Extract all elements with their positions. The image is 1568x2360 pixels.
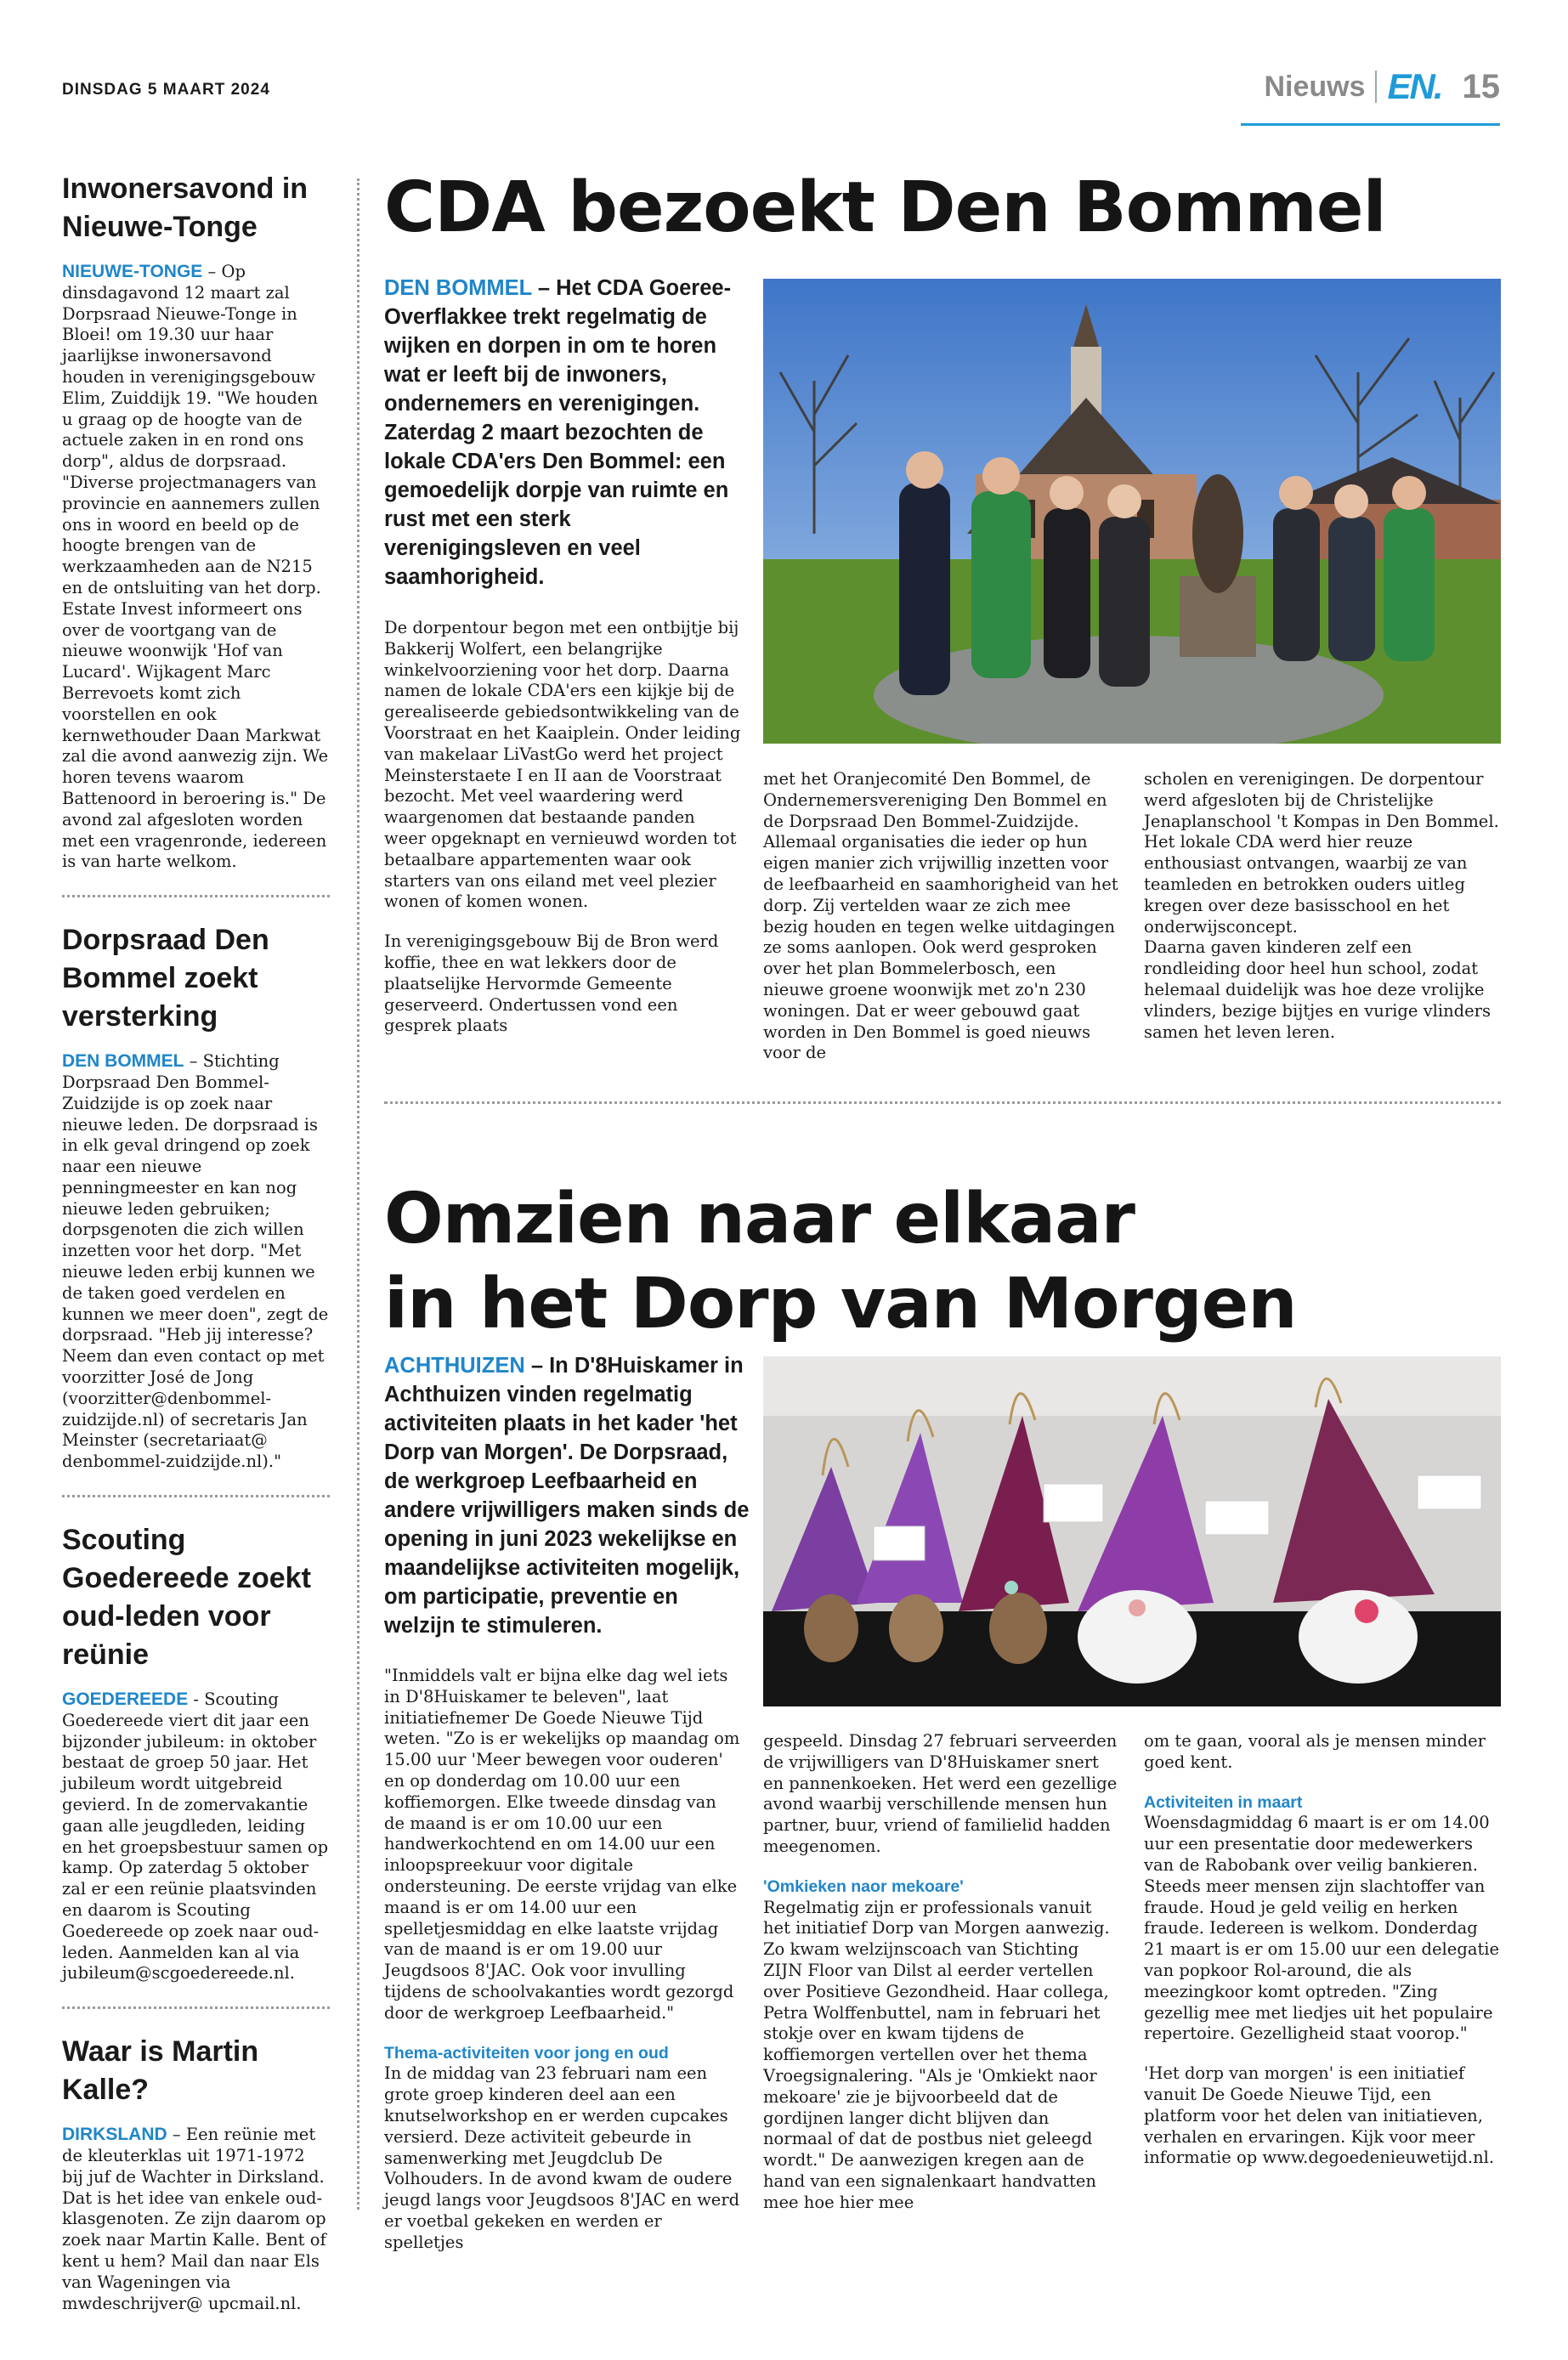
sidebar [62,170,330,2360]
paragraph: met het Oranjecomité Den Bommel, de Ondernemersvereniging Den Bommel en de Dorpsraad Den Bommel-Zuidzijde. Allemaal organisaties die ieder op hun eigen manier zich vrijwillig inzetten voor de leefbaarheid en saamhorigheid van het dorp. Zij vertelden waar ze zich mee bezig houden en tegen welke uitdagingen ze soms aanlopen. Ook werd gesproken over het plan Bommelerbosch, een nieuwe groene woonwijk met zo'n 230 woningen. Dat er weer gebouwd gaat worden in Den Bommel is goed nieuws voor de [763,769,1118,1063]
sidebar-article-text: Scouting Goedereede viert dit jaar een bijzonder jubileum: in oktober bestaat de groep 50 jaar. Het jubileum wordt uitgebreid gevierd. In de zomervakantie gaan alle jeugdleden, leiding en het groepsbestuur samen op kamp. Op zaterdag 5 oktober zal er een reünie plaatsvinden en daarom is Scouting Goedereede op zoek naar oud-leden. Aanmelden kan al via jubileum@scgoedereede.nl. [62,1689,329,1984]
page-number: 15 [1462,67,1500,105]
paragraph: "Inmiddels valt er bijna elke dag wel iets in D'8Huiskamer te beleven", laat initiatiefnemer De Goede Nieuwe Tijd weten. "Zo is er wekelijks op maandag om 15.00 uur 'Meer bewegen voor ouderen' en op donderdag om 10.00 uur een koffiemorgen. Elke tweede dinsdag van de maand is er om 10.00 uur een handwerkochtend en om 14.00 uur een inloopspreekuur voor digitale ondersteuning. De eerste vrijdag van elke maand is er om 14.00 uur een spelletjesmiddag en elke laatste vrijdag van de maand is er om 19.00 uur Jeugdsoos 8'JAC. Ook voor invulling tijdens de schoolvakanties wordt gezorgd door de werkgroep Leefbaarheid." [384,1666,740,2023]
paragraph: In de middag van 23 februari nam een grote groep kinderen deel aan een knutselworkshop en er werden cupcakes versierd. Deze activiteit gebeurde in samenwerking met Jeugdclub De Volhouders. In de avond kwam de oudere jeugd langs voor Jeugdsoos 8'JAC en werd er voetbal gekeken en werden er spelletjes [384,2063,740,2252]
sidebar-article [62,2033,330,2336]
article-headline: CDA bezoekt Den Bommel [384,167,1386,248]
sidebar-article-body [62,1051,330,1473]
sidebar-article [62,1521,330,2009]
article-column [1144,769,1501,1061]
paragraph: De dorpentour begon met een ontbijtje bij Bakkerij Wolfert, een belangrijke winkelvoorziening voor het dorp. Daarna namen de lokale CDA'ers een kijkje bij de gerealiseerde gebiedsontwikkeling van de Voorstraat en het Kaaiplein. Onder leiding van makelaar LiVastGo werd het project Meinsterstaete I en II aan de Voorstraat bezocht. Met veel waardering werd waargenomen dat bestaande panden weer opgeknapt en vernieuwd worden tot betaalbare appartementen waar ook starters van ons eiland met veel plezier wonen of komen wonen. [384,618,741,912]
article-lead [384,1351,750,1640]
paragraph: Regelmatig zijn er professionals vanuit het initiatief Dorp van Morgen aanwezig. Zo kwam welzijnscoach van Stichting ZIJN Floor van Dilst al eerder vertellen over Positieve Gezondheid. Haar collega, Petra Wolffenbuttel, nam in februari het stokje over en kwam tijdens de koffiemorgen vertellen over het thema Vroegsignalering. "Als je 'Omkiekt naor mekoare' zie je bijvoorbeeld dat de gordijnen langer dicht blijven dan normaal of dat de postbus niet geleegd wordt." De aanwezigen kregen aan de hand van een signalenkaart handvatten mee hoe hier mee [763,1897,1110,2212]
paragraph: 'Het dorp van morgen' is een initiatief vanuit De Goede Nieuwe Tijd, een platform voor het delen van initiatieven, verhalen en ervaringen. Kijk voor meer informatie op www.degoedenieuwetijd.nl. [1144,2063,1495,2168]
dateline-separator: – [167,2125,186,2145]
page-header [1264,66,1500,107]
sidebar-article-title: Dorpsraad Den Bommel zoekt versterking [62,924,269,1033]
cda-group-photo [763,279,1501,744]
sidebar-article-title: Waar is Martin Kalle? [62,2035,259,2107]
paragraph: om te gaan, vooral als je mensen minder goed kent. [1144,1731,1486,1772]
article-column [763,1731,1120,2233]
paragraph: In verenigingsgebouw Bij de Bron werd koffie, thee en wat lekkers door de plaatselijke Hervormde Gemeente geserveerd. Ondertussen vond een gesprek plaats [384,931,719,1036]
dateline: DEN BOMMEL [384,276,532,300]
sidebar-article [62,170,330,897]
sidebar-article [62,921,330,1497]
article-subheading: Activiteiten in maart [1144,1792,1303,1812]
sidebar-article-title: Scouting Goedereede zoekt oud-leden voor reünie [62,1524,311,1672]
sidebar-article-body [62,2125,330,2314]
page-date: DINSDAG 5 MAART 2024 [62,81,270,99]
dateline: DIRKSLAND [62,2125,167,2145]
sidebar-article-text: Een reünie met de kleuterklas uit 1971-1972 bij juf de Wachter in Dirksland. Dat is het idee van enkele oud-klasgenoten. Ze zijn daarom op zoek naar Martin Kalle. Bent of kent u hem? Mail dan naar Els van Wageningen via mwdeschrijver@ upcmail.nl. [62,2125,326,2313]
sidebar-article-text: Stichting Dorpsraad Den Bommel-Zuidzijde is op zoek naar nieuwe leden. De dorpsraad is in elk geval dringend op zoek naar een nieuwe penningmeester en kan nog nieuwe leden gebruiken; dorpsgenoten die zich willen inzetten voor het dorp. "Met nieuwe leden erbij kunnen we de taken goed verdelen en kunnen we meer doen", zegt de dorpsraad. "Heb jij interesse? Neem dan even contact op met voorzitter José de Jong (voorzitter@denbommel-zuidzijde.nl) of secretaris Jan Meinster (secretariaat@ denbommel-zuidzijde.nl)." [62,1051,329,1472]
paragraph: Woensdagmiddag 6 maart is er om 14.00 uur een presentatie door medewerkers van de Rabobank over veilig bankieren. Steeds meer mensen zijn slachtoffer van fraude. Houd je geld veilig en herken fraude. Iedereen is welkom. Donderdag 21 maart is er om 15.00 uur een delegatie van popkoor Rol-around, die als meezingkoor komt optreden. "Zing gezellig mee met liedjes uit het populaire repertoire. Gezelligheid staat voorop." [1144,1813,1500,2044]
article-lead [384,274,750,591]
dateline-separator: – [184,1051,203,1072]
headline-line: in het Dorp van Morgen [384,1264,1297,1344]
article-column [1144,1731,1501,2187]
article-column [763,769,1120,1083]
article-subheading: Thema-activiteiten voor jong en oud [384,2043,669,2063]
article-subheading: 'Omkieken naor mekoare' [763,1876,964,1896]
article-column [384,1666,741,2272]
dateline-separator: – [202,262,222,281]
article-lead-text: – In D'8Huiskamer in Achthuizen vinden regelmatig activiteiten plaats in het kader 'het Dorp van Morgen'. De Dorpsraad, de werkgroep Leefbaarheid en andere vrijwilligers maken sinds de opening in juni 2023 wekelijkse en maandelijkse activiteiten mogelijk, om participatie, preventie en welzijn te stimuleren. [384,1354,750,1638]
sidebar-article-body [62,1689,330,1984]
sidebar-article-body [62,262,330,873]
header-divider [1375,71,1377,103]
paragraph: gespeeld. Dinsdag 27 februari serveerden de vrijwilligers van D'8Huiskamer snert en pannenkoeken. Het werd een gezellige avond waarbij verschillende mensen hun partner, buur, vriend of familielid hadden meegenomen. [763,1731,1118,1856]
article-lead-text: – Het CDA Goeree-Overflakkee trekt regelmatig de wijken en dorpen in om te horen wat er leeft bij de inwoners, ondernemers en verenigingen. Zaterdag 2 maart bezochten de lokale CDA'ers Den Bommel: een gemoedelijk dorpje van ruimte en rust met een sterk verenigingsleven en veel saamhorigheid. [384,276,732,589]
newspaper-logo: EN. [1387,66,1442,106]
dateline: ACHTHUIZEN [384,1354,525,1378]
sidebar-article-text: Op dinsdagavond 12 maart zal Dorpsraad Nieuwe-Tonge in Bloei! om 19.30 uur haar jaarlijkse inwonersavond houden in verenigingsgebouw Elim, Zuiddijk 19. "We houden u graag op de hoogte van de actuele zaken in en rond ons dorp", aldus de dorpsraad. "Diverse projectmanagers van provincie en aannemers zullen ons in woord en beeld op de hoogte brengen van de werkzaamheden aan de N215 en de ontsluiting van het dorp. Estate Invest informeert ons over de voortgang van de nieuwe woonwijk 'Hof van Lucard'. Wijkagent Marc Berrevoets komt zich voorstellen en ook kernwethouder Daan Markwat zal die avond aanwezig zijn. We horen tevens waarom Battenoord in beroering is." De avond zal afgesloten worden met een vragenronde, iedereen is van harte welkom. [62,262,329,872]
section-name: Nieuws [1264,70,1366,103]
paragraph: Daarna gaven kinderen zelf een rondleiding door heel hun school, zodat helemaal duidelijk was hoe deze vrolijke vlinders, bezige bijtjes en vurige vlinders samen het leven leren. [1144,937,1491,1042]
paragraph: scholen en verenigingen. De dorpentour werd afgesloten bij de Christelijke Jenaplanschool 't Kompas in Den Bommel. Het lokale CDA werd hier reuze enthousiast ontvangen, waarbij ze van teamleden en betrokken ouders uitleg kregen over deze basisschool en het onderwijsconcept. [1144,769,1499,937]
column-divider [357,178,359,2210]
sidebar-article-title: Inwonersavond in Nieuwe-Tonge [62,173,309,243]
dateline: DEN BOMMEL [62,1051,184,1072]
article-headline [384,1177,1404,1347]
dateline: NIEUWE-TONGE [62,262,203,281]
dateline: GOEDEREEDE [62,1689,189,1710]
gnome-craft-photo [763,1356,1501,1706]
article-column [384,618,741,1055]
dateline-separator: - [188,1689,205,1710]
article-divider [384,1101,1501,1104]
header-rule [1241,123,1500,126]
headline-line: Omzien naar elkaar [384,1179,1135,1259]
